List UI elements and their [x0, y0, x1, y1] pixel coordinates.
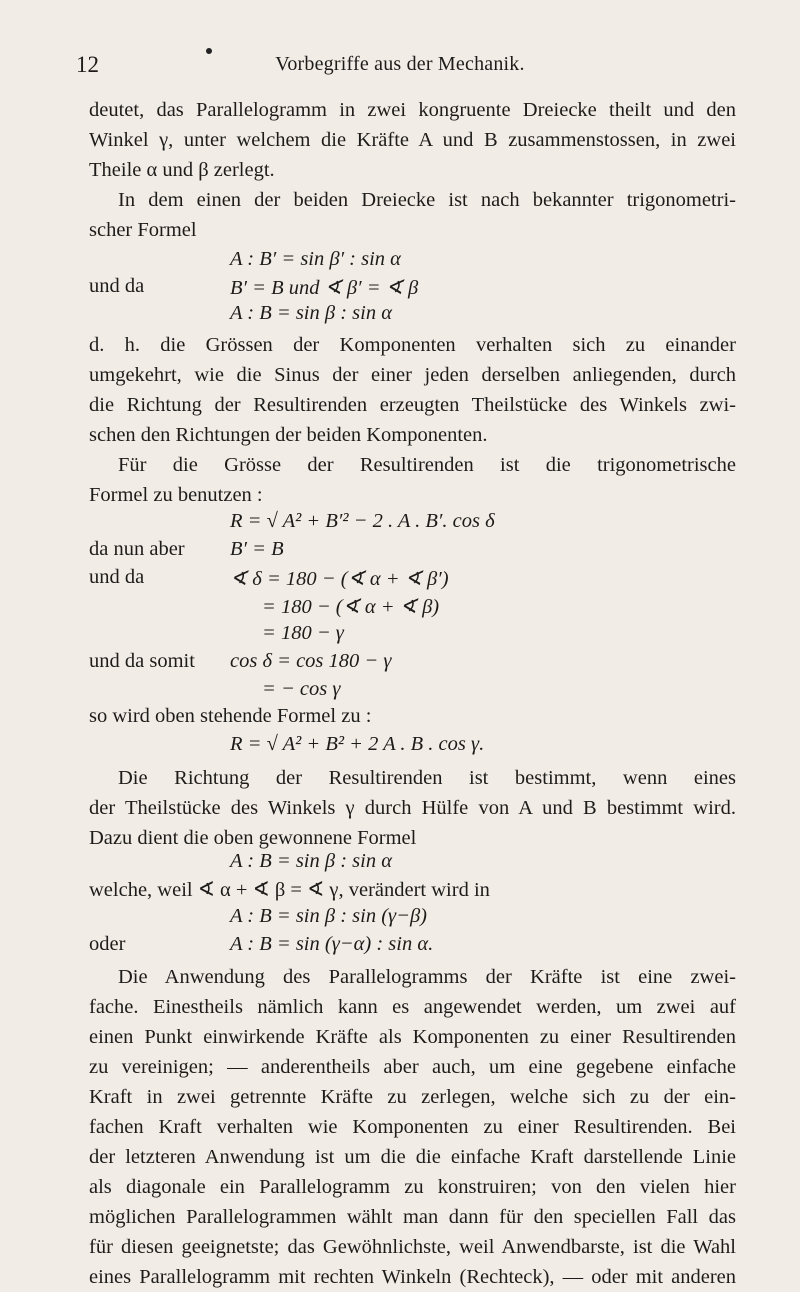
text-line: umgekehrt, wie die Sinus der einer jeden derselben anliegenden, durch — [89, 364, 736, 386]
text-line: In dem einen der beiden Dreiecke ist nach bekannter trigonometri- — [118, 189, 736, 211]
label-und-da-2: und da — [89, 566, 145, 588]
text-line: möglichen Parallelogrammen wählt man dann für den speciellen Fall das — [89, 1206, 736, 1228]
paragraph-6 — [89, 763, 736, 853]
equation-14: A : B = sin (γ−α) : sin α. — [230, 933, 434, 955]
text-line: Die Richtung der Resultirenden ist bestimmt, wenn eines — [118, 767, 736, 789]
text-line: Formel zu benutzen : — [89, 484, 263, 506]
label-und-da: und da — [89, 275, 145, 297]
text-welche: welche, weil ∢ α + ∢ β = ∢ γ, verändert wird in — [89, 879, 490, 901]
text-line: Für die Grösse der Resultirenden ist die trigonometrische — [118, 454, 736, 476]
text-line: als diagonale ein Parallelogramm zu konstruiren; von den vielen hier — [89, 1176, 736, 1198]
label-oder: oder — [89, 933, 126, 955]
page-number: 12 — [76, 52, 99, 77]
text-line: der letzteren Anwendung ist um die die einfache Kraft darstellende Linie — [89, 1146, 736, 1168]
label-und-da-somit: und da somit — [89, 650, 195, 672]
equation-13: A : B = sin β : sin (γ−β) — [230, 905, 427, 927]
text-line: d. h. die Grössen der Komponenten verhalten sich zu einander — [89, 334, 736, 356]
equation-11: R = √ A² + B² + 2 A . B . cos γ. — [230, 733, 485, 755]
text-line: eines Parallelogramm mit rechten Winkeln (Rechteck), — oder mit anderen — [89, 1266, 736, 1288]
text-line: einen Punkt einwirkende Kräfte als Komponenten zu einer Resultirenden — [89, 1026, 736, 1048]
equation-3: A : B = sin β : sin α — [230, 302, 392, 324]
text-line: fache. Einestheils nämlich kann es angewendet werden, um zwei auf — [89, 996, 736, 1018]
paragraph-1 — [89, 95, 736, 185]
text-line: der Theilstücke des Winkels γ durch Hülfe von A und B bestimmt wird. — [89, 797, 736, 819]
equation-7: = 180 − (∢ α + ∢ β) — [262, 596, 440, 618]
paragraph-2 — [89, 185, 736, 245]
paragraph-4 — [89, 450, 736, 510]
text-line: Kraft in zwei getrennte Kräfte zu zerlegen, welche sich zu der ein- — [89, 1086, 736, 1108]
equation-resultant: R = √ A² + B′² − 2 . A . B′. cos δ — [230, 510, 495, 532]
text-line: Die Anwendung des Parallelogramms der Kräfte ist eine zwei- — [118, 966, 736, 988]
text-line: die Richtung der Resultirenden erzeugten Theilstücke des Winkels zwi- — [89, 394, 736, 416]
equation-12: A : B = sin β : sin α — [230, 850, 392, 872]
text-line: Dazu dient die oben gewonnene Formel — [89, 827, 417, 849]
paragraph-8 — [89, 962, 736, 1292]
paragraph-3 — [89, 330, 736, 450]
equation-9: cos δ = cos 180 − γ — [230, 650, 392, 672]
equation-5: B′ = B — [230, 538, 284, 560]
equation-8: = 180 − γ — [262, 622, 344, 644]
equation-1: A : B′ = sin β′ : sin α — [230, 248, 401, 270]
text-line: zu vereinigen; — anderentheils aber auch, um eine gegebene einfache — [89, 1056, 736, 1078]
text-line: fachen Kraft verhalten wie Komponenten zu einer Resultirenden. Bei — [89, 1116, 736, 1138]
text-so-wird: so wird oben stehende Formel zu : — [89, 705, 372, 727]
equation-10: = − cos γ — [262, 678, 341, 700]
equation-2: B′ = B und ∢ β′ = ∢ β — [230, 277, 419, 299]
text-line: Winkel γ, unter welchem die Kräfte A und B zusammenstossen, in zwei — [89, 129, 736, 151]
text-line: schen den Richtungen der beiden Komponenten. — [89, 424, 488, 446]
text-line: Theile α und β zerlegt. — [89, 159, 275, 181]
text-line: scher Formel — [89, 219, 197, 241]
running-title: Vorbegriffe aus der Mechanik. — [275, 53, 525, 75]
equation-6: ∢ δ = 180 − (∢ α + ∢ β′) — [230, 568, 449, 590]
text-line: deutet, das Parallelogramm in zwei kongruente Dreiecke theilt und den — [89, 99, 736, 121]
text-line: für diesen geeignetste; das Gewöhnlichste, weil Anwendbarste, ist die Wahl — [89, 1236, 736, 1258]
label-da-nun-aber: da nun aber — [89, 538, 185, 560]
